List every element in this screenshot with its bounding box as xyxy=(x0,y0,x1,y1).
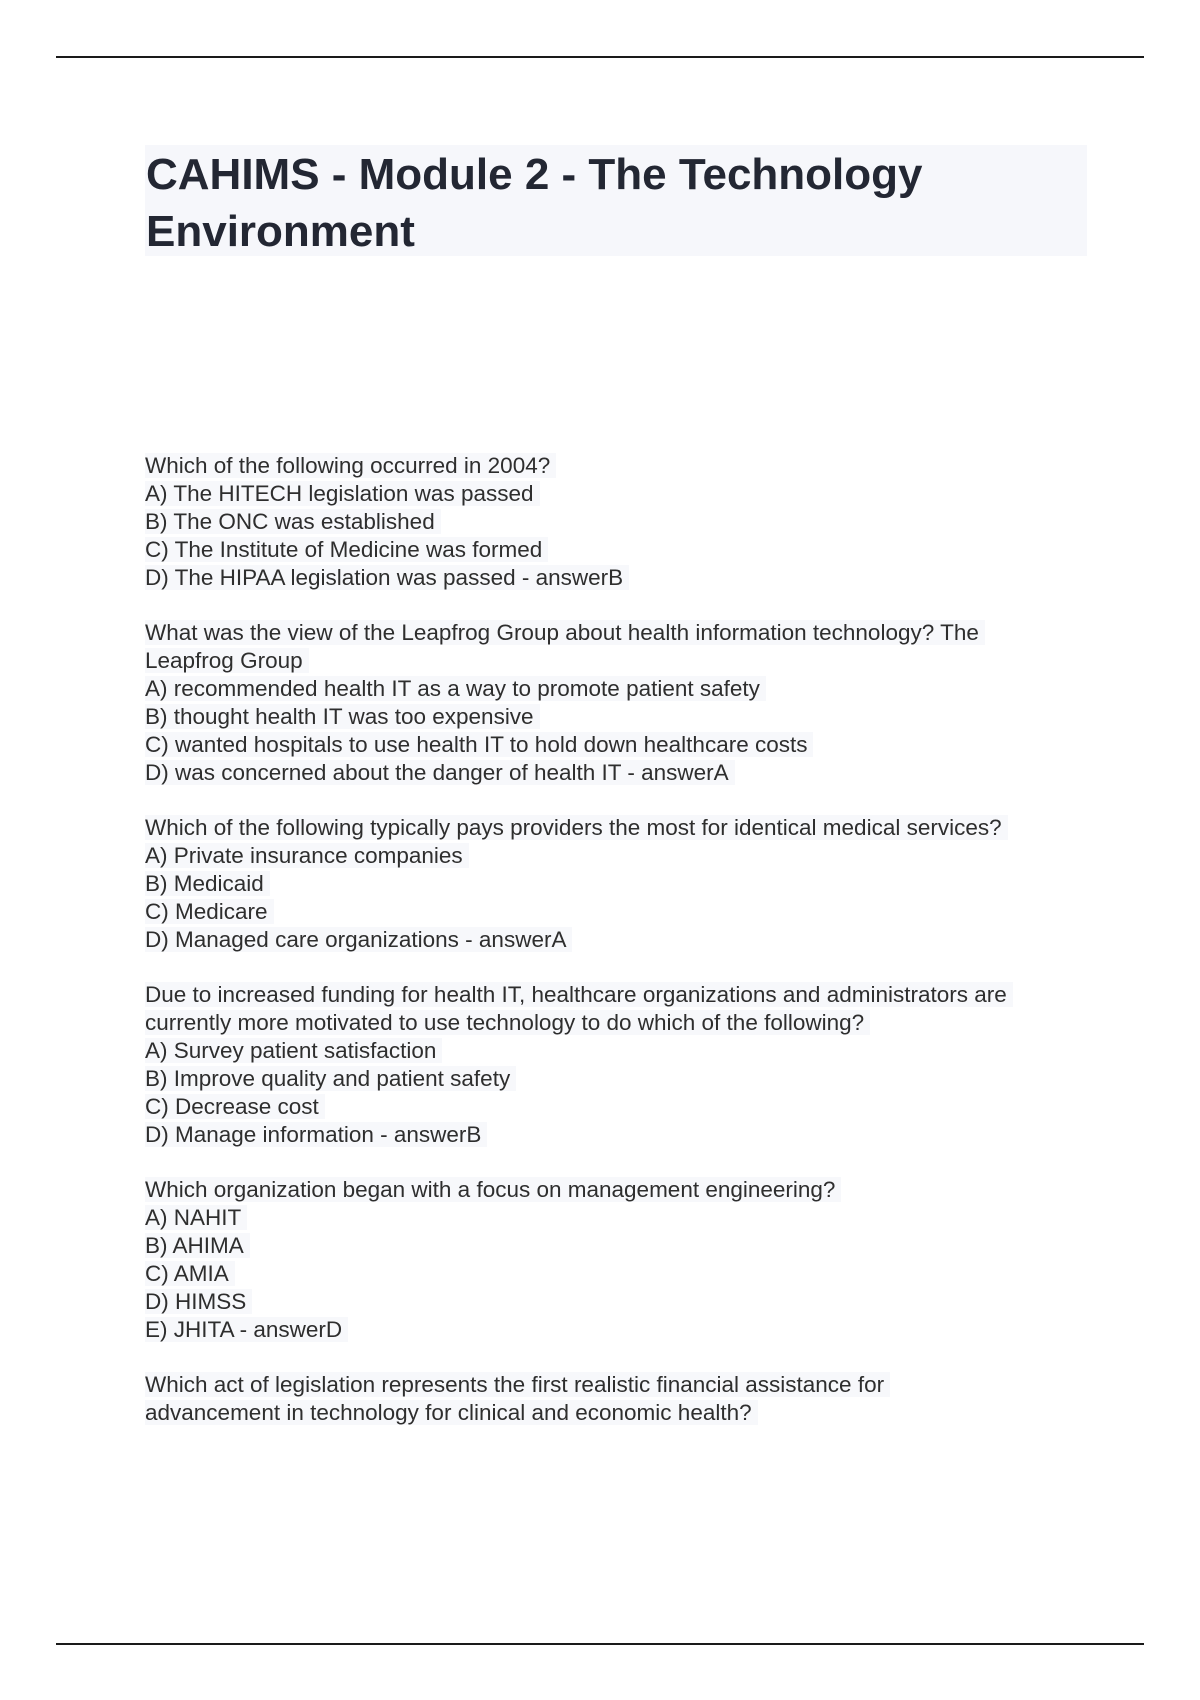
question-block xyxy=(145,452,1085,592)
question-text: currently more motivated to use technology to do which of the following? xyxy=(145,1009,1085,1037)
answer-option: B) thought health IT was too expensive xyxy=(145,703,1085,731)
question-text: Which organization began with a focus on management engineering? xyxy=(145,1176,1085,1204)
question-block xyxy=(145,619,1085,787)
question-text: Leapfrog Group xyxy=(145,647,1085,675)
question-text: Which act of legislation represents the first realistic financial assistance for xyxy=(145,1371,1085,1399)
question-text: advancement in technology for clinical and economic health? xyxy=(145,1399,1085,1427)
answer-option: A) recommended health IT as a way to promote patient safety xyxy=(145,675,1085,703)
answer-option: B) AHIMA xyxy=(145,1232,1085,1260)
question-block xyxy=(145,1371,1085,1427)
answer-option-with-key: D) was concerned about the danger of health IT - answerA xyxy=(145,759,1085,787)
answer-option-with-key: D) The HIPAA legislation was passed - answerB xyxy=(145,564,1085,592)
answer-option: D) HIMSS xyxy=(145,1288,1085,1316)
answer-option: C) wanted hospitals to use health IT to hold down healthcare costs xyxy=(145,731,1085,759)
document-title: CAHIMS - Module 2 - The Technology Environment xyxy=(146,150,923,256)
answer-option: C) Decrease cost xyxy=(145,1093,1085,1121)
answer-option: C) AMIA xyxy=(145,1260,1085,1288)
answer-option-with-key: D) Managed care organizations - answerA xyxy=(145,926,1085,954)
question-text: Due to increased funding for health IT, healthcare organizations and administrators are xyxy=(145,981,1085,1009)
question-list xyxy=(145,452,1085,1454)
question-block xyxy=(145,1176,1085,1344)
question-text: Which of the following occurred in 2004? xyxy=(145,452,1085,480)
question-block xyxy=(145,981,1085,1149)
bottom-rule xyxy=(56,1643,1144,1645)
question-block xyxy=(145,814,1085,954)
answer-option: A) Survey patient satisfaction xyxy=(145,1037,1085,1065)
answer-option-with-key: D) Manage information - answerB xyxy=(145,1121,1085,1149)
answer-option: A) Private insurance companies xyxy=(145,842,1085,870)
answer-option-with-key: E) JHITA - answerD xyxy=(145,1316,1085,1344)
top-rule xyxy=(56,56,1144,58)
answer-option: A) The HITECH legislation was passed xyxy=(145,480,1085,508)
answer-option: B) Improve quality and patient safety xyxy=(145,1065,1085,1093)
answer-option: C) The Institute of Medicine was formed xyxy=(145,536,1085,564)
answer-option: B) Medicaid xyxy=(145,870,1085,898)
question-text: Which of the following typically pays providers the most for identical medical services? xyxy=(145,814,1085,842)
question-text: What was the view of the Leapfrog Group about health information technology? The xyxy=(145,619,1085,647)
answer-option: B) The ONC was established xyxy=(145,508,1085,536)
answer-option: A) NAHIT xyxy=(145,1204,1085,1232)
answer-option: C) Medicare xyxy=(145,898,1085,926)
